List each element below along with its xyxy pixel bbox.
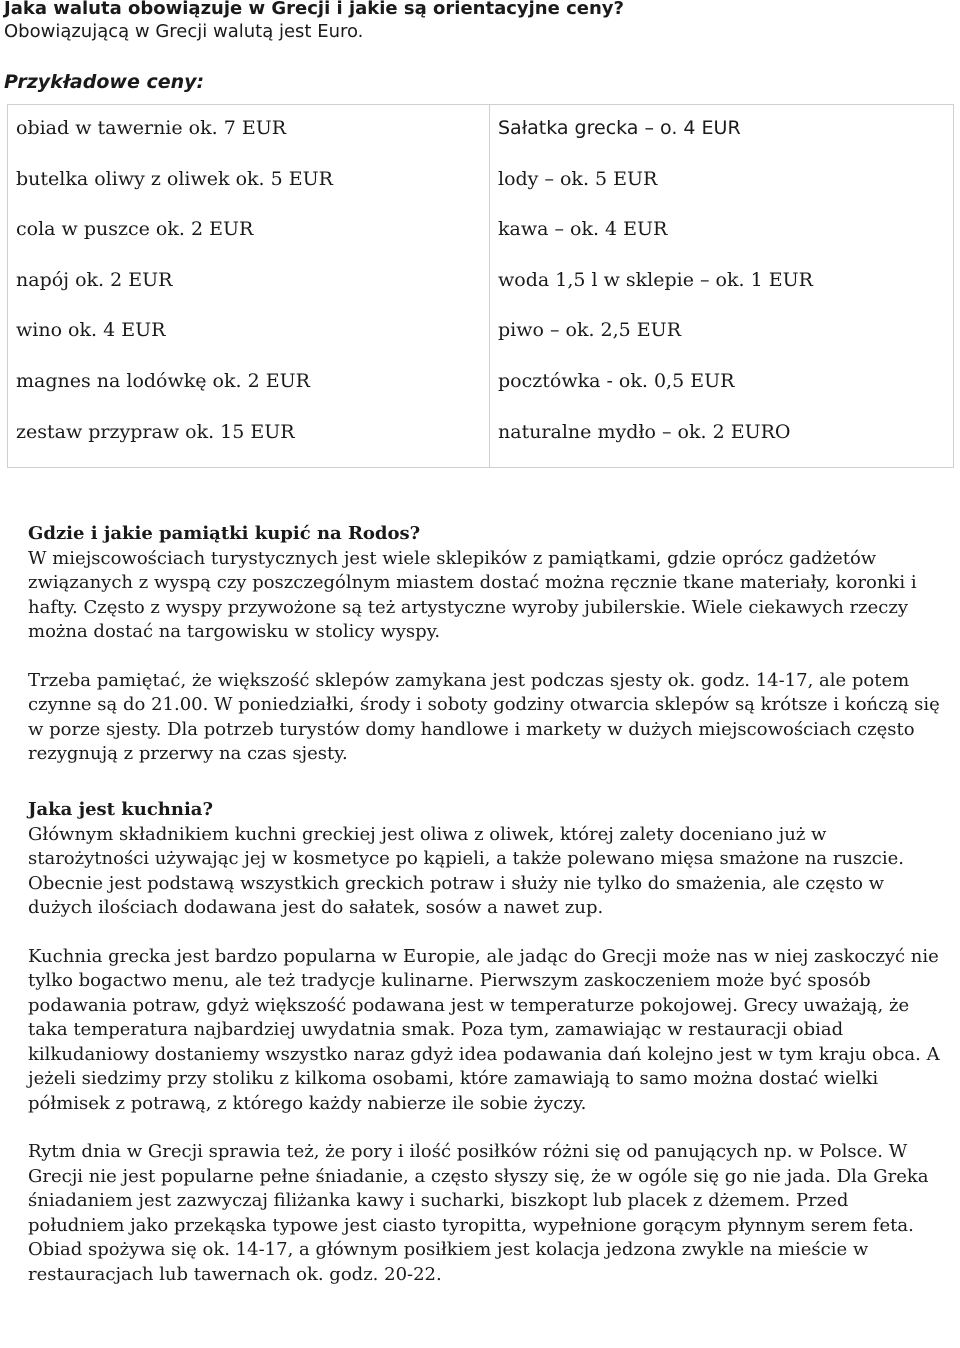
price-item: magnes na lodówkę ok. 2 EUR (16, 369, 310, 392)
souvenirs-paragraph: Trzeba pamiętać, że większość sklepów zamykana jest podczas sjesty ok. godz. 14-17, ale potem czynne są do 21.00. W poniedziałki, środy i soboty godziny otwarcia sklepów są krótsze i kończą się w porze sjesty. Dla potrzeb turystów domy handlowe i markety w dużych miejscowościach często rezygnują z przerwy na czas sjesty. (28, 669, 940, 764)
price-item: pocztówka - ok. 0,5 EUR (498, 369, 735, 392)
prices-right-column (490, 105, 954, 468)
cuisine-paragraph: Głównym składnikiem kuchni greckiej jest oliwa z oliwek, której zalety doceniano już w starożytności używając jej w kosmetyce po kąpieli, a także polewano mięsa smażone na ruszcie. Obecnie jest podstawą wszystkich greckich potraw i służy nie tylko do smażenia, ale często w dużych ilościach dodawana jest do sałatek, sosów a nawet zup. (28, 823, 904, 918)
price-item: obiad w tawernie ok. 7 EUR (16, 117, 287, 139)
cuisine-paragraph: Rytm dnia w Grecji sprawia też, że pory i ilość posiłków różni się od panujących np. w Polsce. W Grecji nie jest popularne pełne śniadanie, a często słyszy się, że w ogóle się go nie jada. Dla Greka śniadaniem jest zazwyczaj filiżanka kawy i sucharki, biszkopt lub placek z dżemem. Przed południem jako przekąska typowe jest ciasto tyropitta, wypełnione gorącym płynnym serem feta. Obiad spożywa się ok. 14-17, a głównym posiłkiem jest kolacja jedzona zwykle na mieście w restauracjach lub tawernach ok. godz. 20-22. (28, 1141, 929, 1285)
souvenirs-section (28, 522, 948, 767)
currency-answer: Obowiązującą w Grecji walutą jest Euro. (4, 21, 364, 42)
cuisine-heading: Jaka jest kuchnia? (28, 799, 214, 820)
price-item: cola w puszce ok. 2 EUR (16, 218, 254, 241)
price-item: wino ok. 4 EUR (16, 319, 166, 342)
price-item: Sałatka grecka – o. 4 EUR (498, 117, 741, 139)
price-item: kawa – ok. 4 EUR (498, 218, 668, 241)
price-item: butelka oliwy z oliwek ok. 5 EUR (16, 167, 333, 190)
price-item: zestaw przypraw ok. 15 EUR (16, 420, 295, 443)
price-item: naturalne mydło – ok. 2 EURO (498, 420, 791, 443)
souvenirs-heading: Gdzie i jakie pamiątki kupić na Rodos? (28, 523, 421, 544)
currency-question: Jaka waluta obowiązuje w Grecji i jakie są orientacyjne ceny? (4, 0, 624, 19)
cuisine-section (28, 798, 948, 1287)
cuisine-paragraph: Kuchnia grecka jest bardzo popularna w Europie, ale jadąc do Grecji może nas w niej zaskoczyć nie tylko bogactwo menu, ale też tradycje kulinarne. Pierwszym zaskoczeniem może być sposób podawania potraw, gdyż większość podawana jest w temperaturze pokojowej. Grecy uważają, że taka temperatura najbardziej uwydatnia smak. Poza tym, zamawiając w restauracji obiad kilkudaniowy dostaniemy wszystko naraz gdyż idea podawania dań kolejno jest w tym kraju obca. A jeżeli siedzimy przy stoliku z kilkoma osobami, które zamawiają to samo można dostać wielki półmisek z potrawą, z którego każdy nabierze ile sobie życzy. (28, 945, 940, 1114)
price-item: woda 1,5 l w sklepie – ok. 1 EUR (498, 268, 813, 291)
prices-table (7, 104, 954, 468)
price-item: lody – ok. 5 EUR (498, 167, 658, 190)
souvenirs-paragraph: W miejscowościach turystycznych jest wiele sklepików z pamiątkami, gdzie oprócz gadżetów związanych z wyspą czy poszczególnym miastem dostać można ręcznie tkane materiały, koronki i hafty. Często z wyspy przywożone są też artystyczne wyroby jubilerskie. Wiele ciekawych rzeczy można dostać na targowisku w stolicy wyspy. (28, 547, 917, 642)
price-item: piwo – ok. 2,5 EUR (498, 319, 681, 342)
prices-left-column (8, 105, 490, 468)
prices-heading: Przykładowe ceny: (4, 71, 205, 93)
price-item: napój ok. 2 EUR (16, 268, 173, 291)
